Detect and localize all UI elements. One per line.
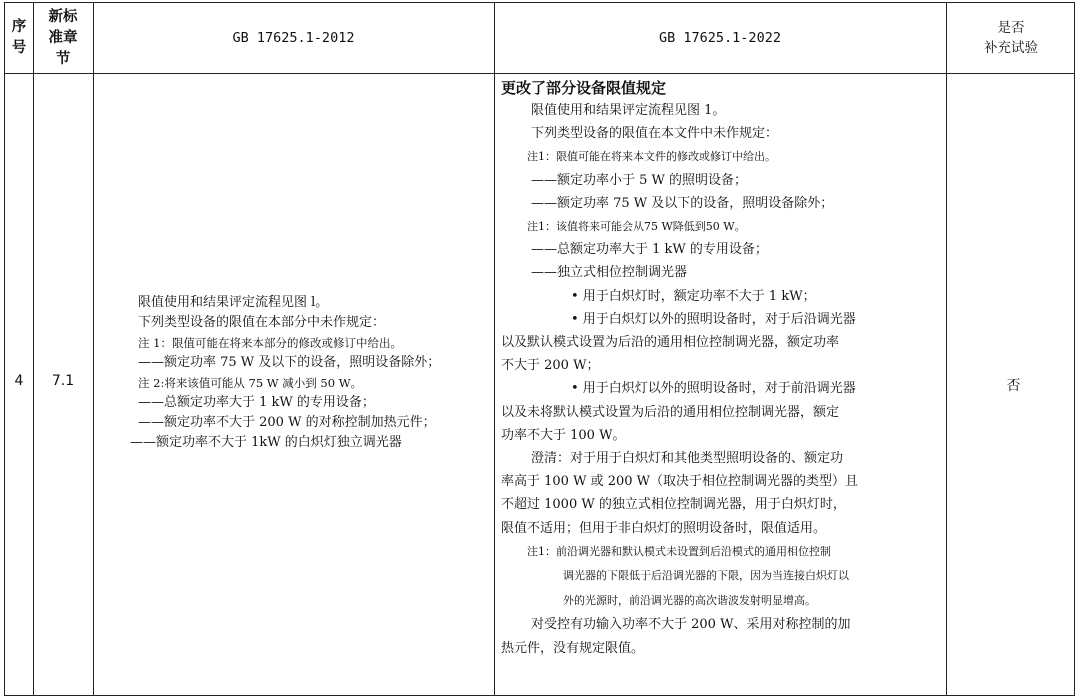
old-standard-text	[130, 293, 490, 453]
old-line: ——额定功率不大于 1kW 的白炽灯独立调光器	[130, 435, 402, 450]
new-line: 对受控有功输入功率不大于 200 W、采用对称控制的加	[531, 617, 851, 633]
row-section: 7.1	[51, 373, 75, 389]
old-line: ——额定功率 75 W 及以下的设备，照明设备除外；	[138, 355, 441, 370]
new-bullet: • 用于白炽灯时，额定功率不大于 1 kW；	[571, 288, 816, 304]
new-line: 不超过 1000 W 的独立式相位控制调光器，用于白炽灯时，	[501, 497, 846, 513]
new-standard-text	[501, 77, 921, 660]
new-line: 率高于 100 W 或 200 W（取决于相位控制调光器的类型）且	[501, 474, 859, 490]
old-line: ——总额定功率大于 1 kW 的专用设备；	[138, 395, 375, 410]
comparison-table	[4, 2, 1075, 696]
change-title: 更改了部分设备限值规定	[501, 79, 667, 97]
new-line: 下列类型设备的限值在本文件中未作规定：	[531, 126, 779, 142]
header-new-standard: GB 17625.1-2022	[659, 30, 781, 46]
old-line: ——额定功率不大于 200 W 的对称控制加热元件；	[138, 415, 436, 430]
old-note: 注 1：限值可能在将来本部分的修改或修订中给出。	[138, 336, 402, 350]
new-line: 澄清：对于用于白炽灯和其他类型照明设备的、额定功	[531, 451, 844, 467]
new-line: 以及默认模式设置为后沿的通用相位控制调光器，额定功率	[501, 335, 840, 351]
new-line: ——总额定功率大于 1 kW 的专用设备；	[531, 242, 768, 258]
new-line: ——独立式相位控制调光器	[531, 265, 688, 281]
new-line: 以及未将默认模式设置为后沿的通用相位控制调光器，额定	[501, 404, 840, 420]
col-divider	[33, 3, 34, 695]
header-new-section: 新标 准章 节	[48, 8, 78, 67]
header-seq: 序 号	[11, 19, 27, 56]
new-line: ——额定功率小于 5 W 的照明设备；	[531, 172, 748, 188]
new-bullet: • 用于白炽灯以外的照明设备时，对于后沿调光器	[571, 311, 856, 327]
header-old-standard: GB 17625.1-2012	[232, 30, 355, 46]
old-note: 注 2:将来该值可能从 75 W 减小到 50 W。	[138, 376, 363, 390]
new-line: 功率不大于 100 W。	[501, 427, 626, 443]
new-line: 不大于 200 W；	[501, 358, 600, 374]
new-bullet: • 用于白炽灯以外的照明设备时，对于前沿调光器	[571, 381, 856, 397]
col-divider	[93, 3, 94, 695]
new-note: 注1：前沿调光器和默认模式未设置到后沿模式的通用相位控制	[527, 544, 831, 558]
old-line: 下列类型设备的限值在本部分中未作规定：	[138, 315, 386, 330]
new-line: ——额定功率 75 W 及以下的设备，照明设备除外；	[531, 195, 834, 211]
header-supplement: 是否 补充试验	[984, 20, 1038, 56]
col-divider	[494, 3, 495, 695]
supplement-value: 否	[1006, 378, 1021, 394]
new-note: 调光器的下限低于后沿调光器的下限，因为当连接白炽灯以	[563, 569, 849, 583]
row-number: 4	[14, 373, 24, 389]
new-line: 限值不适用；但用于非白炽灯的照明设备时，限值适用。	[501, 520, 827, 536]
col-divider	[946, 3, 947, 695]
new-note: 注1：限值可能在将来本文件的修改或修订中给出。	[527, 150, 776, 164]
header-divider	[5, 73, 1074, 74]
old-line: 限值使用和结果评定流程见图 l。	[138, 295, 329, 310]
new-line: 限值使用和结果评定流程见图 1。	[531, 103, 726, 118]
new-note: 外的光源时，前沿调光器的高次谐波发射明显增高。	[563, 593, 816, 607]
new-line: 热元件，没有规定限值。	[501, 640, 645, 656]
new-note: 注1：该值将来可能会从75 W降低到50 W。	[527, 220, 746, 234]
